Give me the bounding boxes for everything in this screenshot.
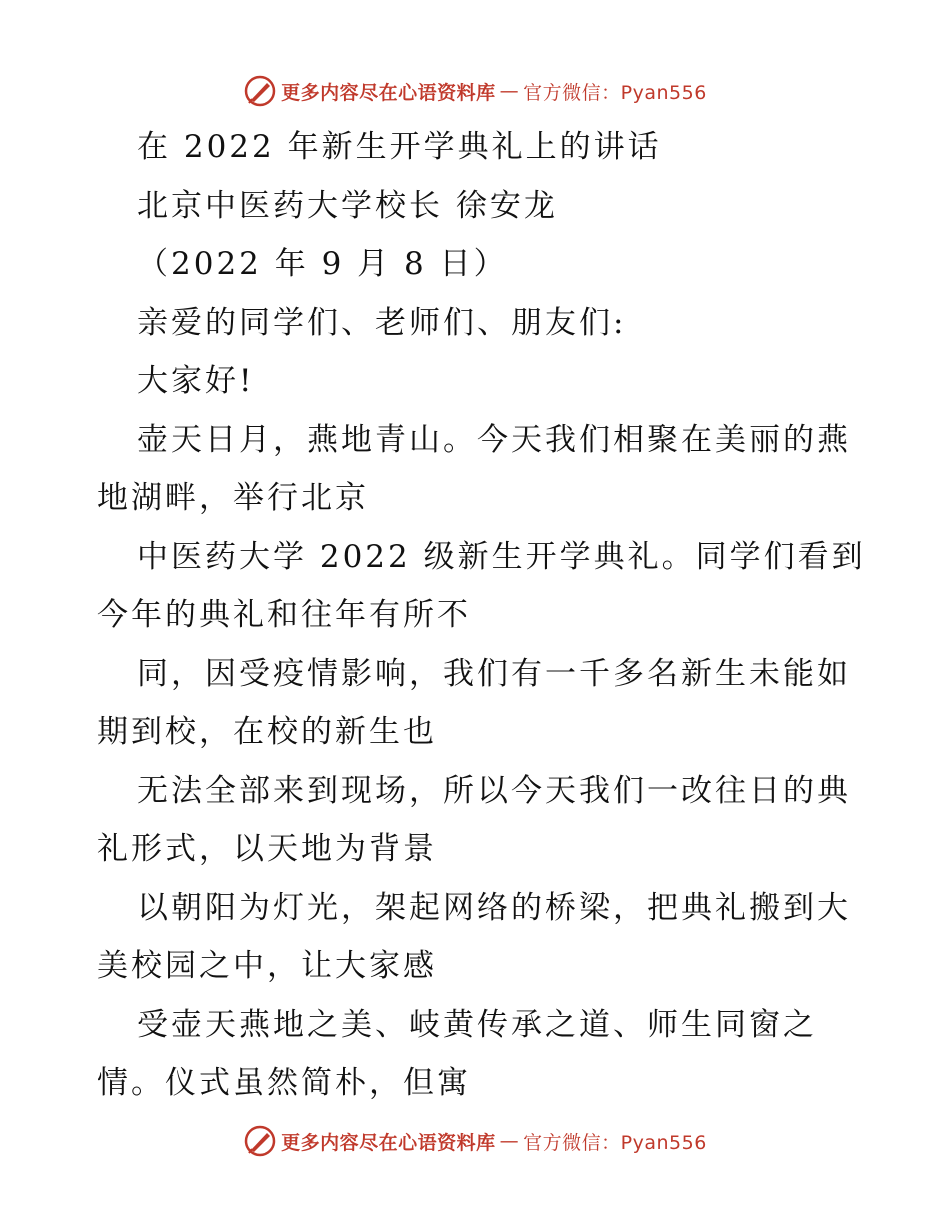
text-line: 美校园之中，让大家感 — [97, 948, 437, 984]
watermark-wechat: 官方微信：Pyan556 — [523, 1131, 707, 1154]
footer-watermark — [0, 1124, 950, 1158]
watermark-wechat: 官方微信：Pyan556 — [523, 81, 707, 104]
text-line: 同，因受疫情影响，我们有一千多名新生未能如 — [137, 655, 851, 692]
text-line: 大家好! — [137, 363, 255, 399]
text-line: （2022 年 9 月 8 日） — [137, 246, 508, 282]
text-line: 北京中医药大学校长 徐安龙 — [137, 187, 558, 224]
text-line: 情。仪式虽然简朴，但寓 — [97, 1065, 471, 1101]
watermark-separator: — — [499, 1130, 520, 1152]
quill-logo-icon — [243, 1124, 277, 1158]
text-line: 今年的典礼和往年有所不 — [97, 597, 471, 633]
text-line: 无法全部来到现场，所以今天我们一改往日的典 — [137, 772, 851, 809]
text-line: 在 2022 年新生开学典礼上的讲话 — [137, 129, 662, 165]
text-line: 受壶天燕地之美、岐黄传承之道、师生同窗之 — [137, 1006, 817, 1043]
text-line: 以朝阳为灯光，架起网络的桥梁，把典礼搬到大 — [137, 889, 851, 926]
watermark-brand: 更多内容尽在心语资料库 — [281, 81, 496, 104]
text-line: 亲爱的同学们、老师们、朋友们: — [137, 304, 627, 341]
watermark-separator: — — [499, 80, 520, 102]
text-line: 礼形式，以天地为背景 — [97, 831, 437, 867]
text-line: 地湖畔，举行北京 — [97, 480, 369, 516]
document-body — [97, 118, 866, 1113]
text-line: 壶天日月，燕地青山。今天我们相聚在美丽的燕 — [137, 421, 851, 458]
quill-logo-icon — [243, 74, 277, 108]
text-line: 期到校，在校的新生也 — [97, 714, 437, 750]
header-watermark — [0, 74, 950, 108]
text-line: 中医药大学 2022 级新生开学典礼。同学们看到 — [137, 538, 866, 575]
watermark-brand: 更多内容尽在心语资料库 — [281, 1131, 496, 1154]
